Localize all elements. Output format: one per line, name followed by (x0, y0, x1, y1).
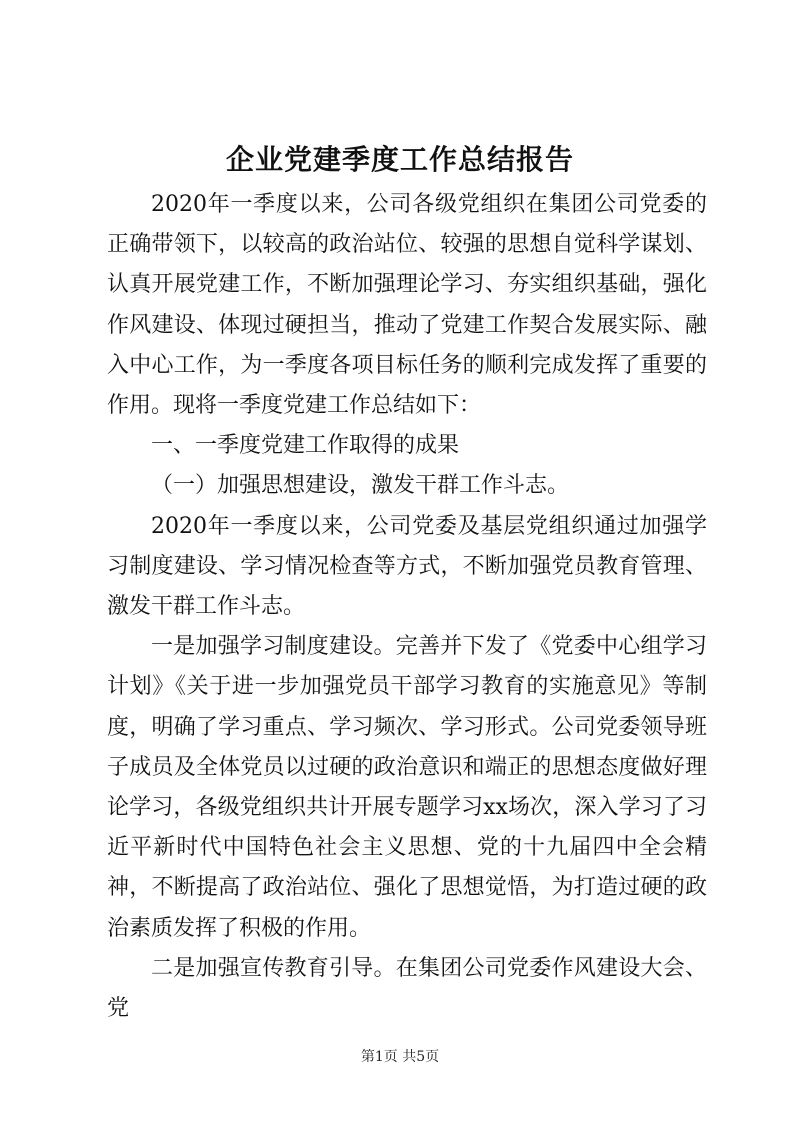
section-heading: 一、一季度党建工作取得的成果 (151, 433, 460, 459)
paragraph-intro: 2020年一季度以来，公司各级党组织在集团公司党委的正确带领下，以较高的政治站位、较强的思想自觉科学谋划、认真开展党建工作，不断加强理论学习、夯实组织基础，强化作风建设、体现过硬担当，推动了党建工作契合发展实际、融入中心工作，为一季度各项目标任务的顺利完成发挥了重要的作用。现将一季度党建工作总结如下： (107, 192, 707, 419)
subsection-heading: （一）加强思想建设，激发干群工作斗志。 (151, 473, 570, 499)
document-title: 企业党建季度工作总结报告 (225, 143, 574, 176)
page-footer: 第1页 共5页 (360, 1049, 440, 1065)
document-body (107, 185, 707, 1029)
paragraph-summary: 2020年一季度以来，公司党委及基层党组织通过加强学习制度建设、学习情况检查等方式，不断加强党员教育管理、激发干群工作斗志。 (107, 513, 707, 620)
paragraph-publicity: 二是加强宣传教育引导。在集团公司党委作风建设大会、党 (107, 955, 707, 1022)
paragraph-study-system: 一是加强学习制度建设。完善并下发了《党委中心组学习计划》《关于进一步加强党员干部学习教育的实施意见》等制度，明确了学习重点、学习频次、学习形式。公司党委领导班子成员及全体党员以过硬的政治意识和端正的思想态度做好理论学习，各级党组织共计开展专题学习xx场次，深入学习了习近平新时代中国特色社会主义思想、党的十九届四中全会精神，不断提高了政治站位、强化了思想觉悟，为打造过硬的政治素质发挥了积极的作用。 (107, 634, 707, 941)
